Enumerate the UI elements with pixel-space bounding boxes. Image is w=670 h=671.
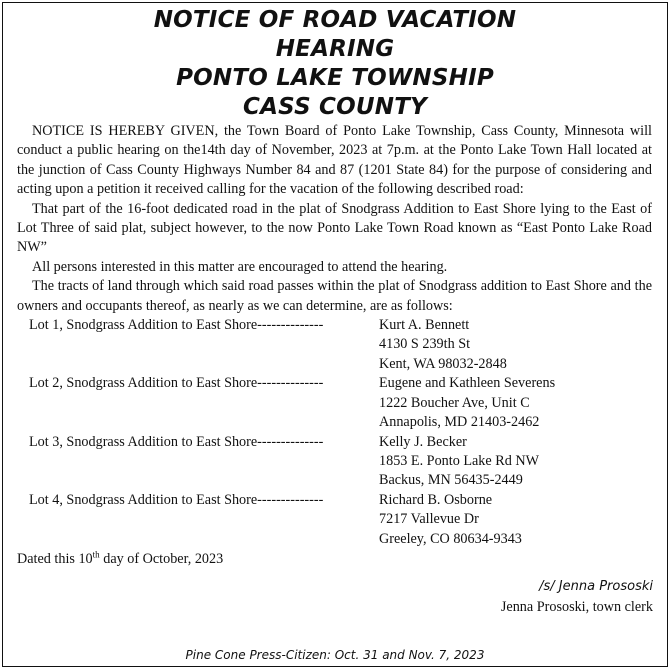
owner-city: Kent, WA 98032-2848 bbox=[379, 355, 507, 372]
lot-label: Lot 4, Snodgrass Addition to East Shore-------------- bbox=[29, 491, 324, 508]
owner-street: 1853 E. Ponto Lake Rd NW bbox=[379, 452, 539, 469]
title-line: CASS COUNTY bbox=[243, 94, 427, 120]
title-line: PONTO LAKE TOWNSHIP bbox=[176, 65, 494, 91]
title-line: NOTICE OF ROAD VACATION bbox=[153, 7, 517, 33]
lot-label: Lot 2, Snodgrass Addition to East Shore-------------- bbox=[29, 375, 324, 392]
paragraph-road-description: That part of the 16-foot dedicated road in the plat of Snodgrass Addition to East Shore lying to the East of Lot Three of said plat, subject however, to the now Ponto Lake Town Road known as “East Ponto Lake Road NW” bbox=[17, 200, 652, 256]
lot-entry bbox=[17, 316, 652, 374]
owner-name: Richard B. Osborne bbox=[379, 491, 493, 508]
lot-label: Lot 3, Snodgrass Addition to East Shore-------------- bbox=[29, 433, 324, 450]
lot-entry bbox=[17, 491, 652, 549]
owner-name: Eugene and Kathleen Severens bbox=[379, 375, 556, 392]
owner-name: Kurt A. Bennett bbox=[379, 317, 470, 334]
lot-list bbox=[17, 316, 652, 549]
paragraph-tracts: The tracts of land through which said road passes within the plat of Snodgrass addition to East Shore and the owners and occupants thereof, as nearly as we can determine, are as follows: bbox=[17, 278, 652, 314]
owner-street: 1222 Boucher Ave, Unit C bbox=[379, 394, 530, 411]
title-line: HEARING bbox=[275, 36, 395, 62]
lot-label: Lot 1, Snodgrass Addition to East Shore-------------- bbox=[29, 317, 324, 334]
owner-name: Kelly J. Becker bbox=[379, 433, 467, 450]
signature: /s/ Jenna Prososki bbox=[539, 579, 653, 595]
legal-notice bbox=[2, 2, 668, 667]
paragraph-attendance: All persons interested in this matter are encouraged to attend the hearing. bbox=[32, 258, 448, 275]
notice-body bbox=[3, 122, 667, 569]
publication-footer: Pine Cone Press-Citizen: Oct. 31 and Nov. 7, 2023 bbox=[185, 647, 485, 662]
signature-block bbox=[3, 577, 667, 617]
owner-city: Annapolis, MD 21403-2462 bbox=[379, 414, 540, 431]
lot-entry bbox=[17, 374, 652, 432]
owner-street: 4130 S 239th St bbox=[379, 336, 471, 353]
lot-entry bbox=[17, 433, 652, 491]
dated-line: Dated this 10th day of October, 2023 bbox=[17, 549, 224, 567]
owner-street: 7217 Vallevue Dr bbox=[379, 511, 479, 528]
paragraph-notice: NOTICE IS HEREBY GIVEN, the Town Board of Ponto Lake Township, Cass County, Minnesota will conduct a public hearing on the14th day of November, 2023 at 7p.m. at the Ponto Lake Town Hall located at the junction of Cass County Highways Number 84 and 87 (1201 State 84) for the purpose of considering and acting upon a petition it received calling for the vacation of the following described road: bbox=[17, 123, 652, 198]
notice-title bbox=[3, 6, 667, 122]
clerk-name: Jenna Prososki, town clerk bbox=[500, 598, 653, 615]
owner-city: Greeley, CO 80634-9343 bbox=[379, 530, 522, 547]
owner-city: Backus, MN 56435-2449 bbox=[379, 472, 523, 489]
